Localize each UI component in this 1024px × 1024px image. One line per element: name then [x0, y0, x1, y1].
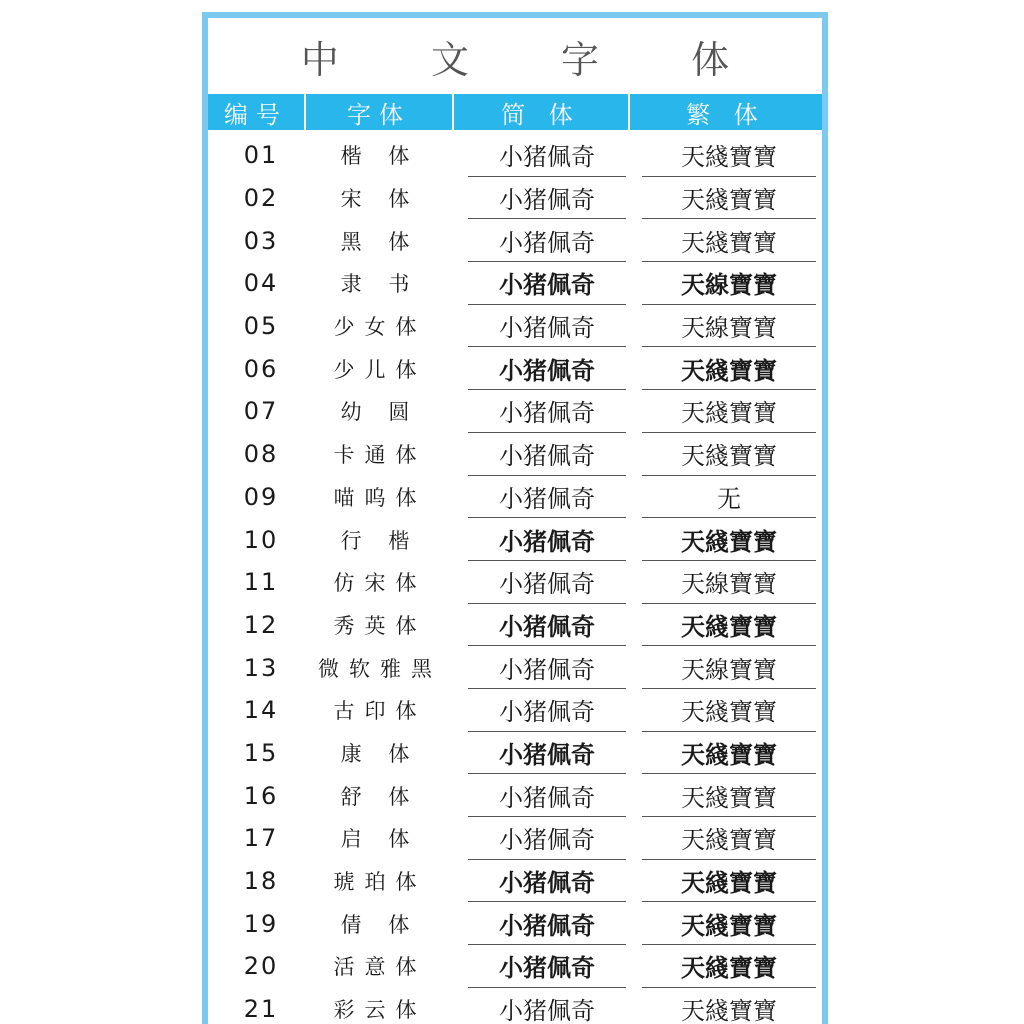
table-row: [208, 134, 822, 177]
row-traditional-sample: 天綫寶寶: [642, 860, 816, 903]
table-row: [208, 433, 822, 476]
row-font-name: 黑 体: [340, 229, 420, 254]
row-traditional-sample: 无: [642, 476, 816, 519]
table-row: [208, 177, 822, 220]
row-traditional-sample: 天綫寶寶: [642, 134, 816, 177]
header-number: 编号: [208, 94, 306, 130]
row-font-name: 隶 书: [340, 272, 420, 297]
header-traditional: 繁 体: [686, 100, 766, 129]
row-number: 11: [243, 568, 279, 597]
table-row: [208, 945, 822, 988]
row-number: 20: [243, 952, 279, 981]
table-row: [208, 561, 822, 604]
row-traditional-sample: 天綫寶寶: [642, 774, 816, 817]
row-number: 12: [243, 610, 279, 639]
header-simplified: 简 体: [454, 94, 630, 130]
row-number: 03: [243, 226, 279, 255]
row-number: 10: [243, 525, 279, 554]
row-number: 19: [243, 909, 279, 938]
row-font-name: 卡通体: [333, 443, 427, 468]
row-traditional-sample: 天線寶寶: [642, 561, 816, 604]
row-simplified-sample: 小猪佩奇: [468, 988, 626, 1024]
table-row: [208, 988, 822, 1024]
row-simplified-sample: 小猪佩奇: [468, 390, 626, 433]
row-font-name: 宋 体: [340, 187, 420, 212]
row-number: 17: [243, 824, 279, 853]
row-traditional-sample: 天綫寶寶: [642, 817, 816, 860]
row-traditional-sample: 天綫寶寶: [642, 988, 816, 1024]
row-traditional-sample: 天綫寶寶: [642, 177, 816, 220]
table-row: [208, 774, 822, 817]
row-traditional-sample: 天綫寶寶: [642, 433, 816, 476]
row-simplified-sample: 小猪佩奇: [468, 646, 626, 689]
row-font-name: 活意体: [333, 955, 427, 980]
row-traditional-sample: 天綫寶寶: [642, 219, 816, 262]
table-row: [208, 219, 822, 262]
row-traditional-sample: 天綫寶寶: [642, 347, 816, 390]
row-simplified-sample: 小猪佩奇: [468, 177, 626, 220]
row-traditional-sample: 天綫寶寶: [642, 390, 816, 433]
table-row: [208, 305, 822, 348]
row-font-name: 倩 体: [340, 912, 420, 937]
row-number: 15: [243, 738, 279, 767]
table-header: [208, 94, 822, 130]
table-row: [208, 476, 822, 519]
row-traditional-sample: 天線寶寶: [642, 262, 816, 305]
row-simplified-sample: 小猪佩奇: [468, 262, 626, 305]
table-row: [208, 902, 822, 945]
table-row: [208, 646, 822, 689]
row-simplified-sample: 小猪佩奇: [468, 732, 626, 775]
row-font-name: 琥珀体: [333, 870, 427, 895]
table-row: [208, 604, 822, 647]
row-number: 07: [243, 397, 279, 426]
row-number: 04: [243, 269, 279, 298]
row-traditional-sample: 天綫寶寶: [642, 732, 816, 775]
row-simplified-sample: 小猪佩奇: [468, 774, 626, 817]
row-simplified-sample: 小猪佩奇: [468, 476, 626, 519]
row-font-name: 康 体: [340, 741, 420, 766]
row-font-name: 幼 圆: [340, 400, 420, 425]
font-chart-sheet: [202, 12, 828, 1024]
row-number: 01: [243, 141, 279, 170]
row-traditional-sample: 天綫寶寶: [642, 945, 816, 988]
row-number: 21: [243, 995, 279, 1024]
row-simplified-sample: 小猪佩奇: [468, 219, 626, 262]
row-number: 14: [243, 696, 279, 725]
row-traditional-sample: 天綫寶寶: [642, 604, 816, 647]
row-font-name: 少女体: [333, 315, 427, 340]
row-traditional-sample: 天線寶寶: [642, 305, 816, 348]
row-simplified-sample: 小猪佩奇: [468, 561, 626, 604]
row-font-name: 启 体: [340, 827, 420, 852]
page-title: 中 文 字 体: [300, 37, 770, 82]
row-number: 08: [243, 440, 279, 469]
row-simplified-sample: 小猪佩奇: [468, 604, 626, 647]
table-row: [208, 518, 822, 561]
row-simplified-sample: 小猪佩奇: [468, 817, 626, 860]
row-simplified-sample: 小猪佩奇: [468, 347, 626, 390]
header-font: 字体: [306, 94, 454, 130]
row-font-name: 古印体: [333, 699, 427, 724]
row-simplified-sample: 小猪佩奇: [468, 902, 626, 945]
row-number: 18: [243, 867, 279, 896]
table-row: [208, 689, 822, 732]
table-row: [208, 817, 822, 860]
row-simplified-sample: 小猪佩奇: [468, 518, 626, 561]
row-font-name: 彩云体: [333, 998, 427, 1023]
row-font-name: 喵呜体: [333, 485, 427, 510]
table-row: [208, 860, 822, 903]
row-font-name: 少儿体: [333, 357, 427, 382]
row-number: 16: [243, 781, 279, 810]
row-simplified-sample: 小猪佩奇: [468, 945, 626, 988]
row-traditional-sample: 天綫寶寶: [642, 689, 816, 732]
row-simplified-sample: 小猪佩奇: [468, 305, 626, 348]
table-row: [208, 390, 822, 433]
row-font-name: 行 楷: [340, 528, 420, 553]
row-number: 02: [243, 184, 279, 213]
table-row: [208, 347, 822, 390]
row-traditional-sample: 天線寶寶: [642, 646, 816, 689]
row-number: 06: [243, 354, 279, 383]
row-font-name: 仿宋体: [333, 571, 427, 596]
row-font-name: 微软雅黑: [318, 656, 442, 681]
row-simplified-sample: 小猪佩奇: [468, 689, 626, 732]
row-font-name: 楷 体: [340, 144, 420, 169]
row-font-name: 秀英体: [333, 613, 427, 638]
table-row: [208, 732, 822, 775]
row-font-name: 舒 体: [340, 784, 420, 809]
row-simplified-sample: 小猪佩奇: [468, 433, 626, 476]
row-number: 13: [243, 653, 279, 682]
row-traditional-sample: 天綫寶寶: [642, 518, 816, 561]
row-simplified-sample: 小猪佩奇: [468, 860, 626, 903]
row-simplified-sample: 小猪佩奇: [468, 134, 626, 177]
row-traditional-sample: 天綫寶寶: [642, 902, 816, 945]
row-number: 05: [243, 312, 279, 341]
table-row: [208, 262, 822, 305]
row-number: 09: [243, 482, 279, 511]
table-body: [208, 130, 822, 1024]
